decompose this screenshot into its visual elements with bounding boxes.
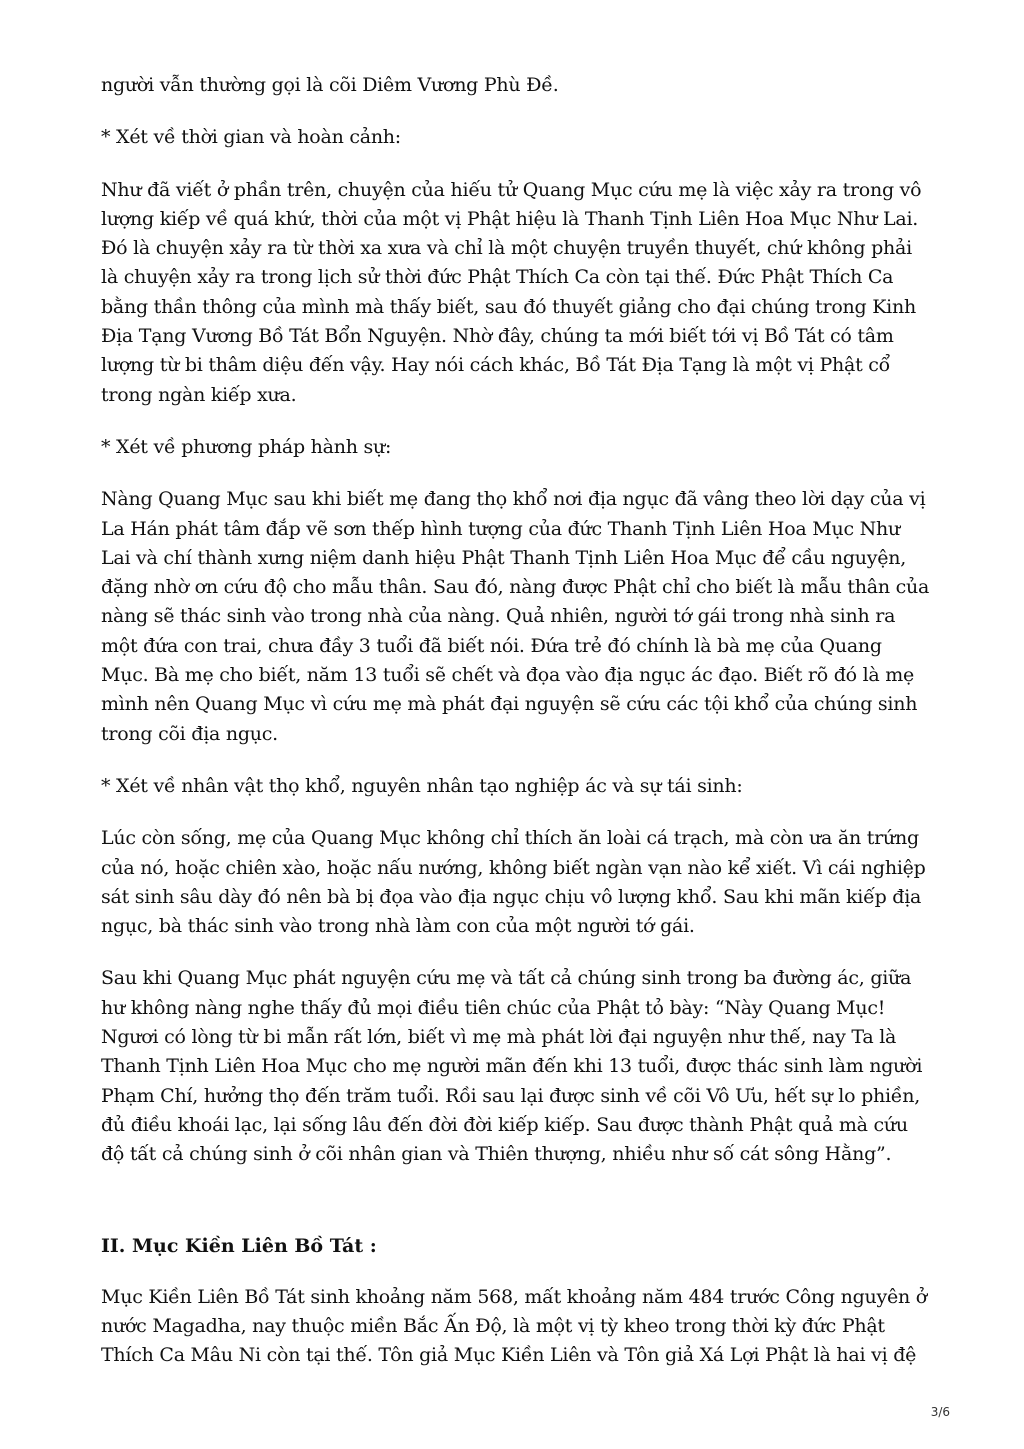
paragraph-method: Nàng Quang Mục sau khi biết mẹ đang thọ khổ nơi địa ngục đã vâng theo lời dạy của vị La Hán phát tâm đắp vẽ sơn thếp hình tượng của đức Thanh Tịnh Liên Hoa Mục Như Lai và chí thành xưng niệm danh hiệu Phật Thanh Tịnh Liên Hoa Mục để cầu nguyện, đặng nhờ ơn cứu độ cho mẫu thân. Sau đó, nàng được Phật chỉ cho biết là mẫu thân của nàng sẽ thác sinh vào trong nhà của nàng. Quả nhiên, người tớ gái trong nhà sinh ra một đứa con trai, chưa đầy 3 tuổi đã biết nói. Đứa trẻ đó chính là bà mẹ của Quang Mục. Bà mẹ cho biết, năm 13 tuổi sẽ chết và đọa vào địa ngục ác đạo. Biết rõ đó là mẹ mình nên Quang Mục vì cứu mẹ mà phát đại nguyện sẽ cứu các tội khổ của chúng sinh trong cõi địa ngục.: [101, 488, 930, 745]
paragraph-continuation: người vẫn thường gọi là cõi Diêm Vương Phù Đề.: [101, 74, 559, 96]
subheading-character: * Xét về nhân vật thọ khổ, nguyên nhân tạo nghiệp ác và sự tái sinh:: [101, 774, 743, 797]
paragraph-character: Lúc còn sống, mẹ của Quang Mục không chỉ thích ăn loài cá trạch, mà còn ưa ăn trứng của nó, hoặc chiên xào, hoặc nấu nướng, không biết ngàn vạn nào kể xiết. Vì cái nghiệp sát sinh sâu dày đó nên bà bị đọa vào địa ngục chịu vô lượng khổ. Sau khi mãn kiếp địa ngục, bà thác sinh vào trong nhà làm con của một người tớ gái.: [101, 827, 926, 938]
paragraph-muc-kien-lien: Mục Kiền Liên Bồ Tát sinh khoảng năm 568, mất khoảng năm 484 trước Công nguyên ở nước Magadha, nay thuộc miền Bắc Ấn Độ, là một vị tỳ kheo trong thời kỳ đức Phật Thích Ca Mâu Ni còn tại thế. Tôn giả Mục Kiền Liên và Tôn giả Xá Lợi Phật là hai vị đệ: [101, 1285, 927, 1367]
subheading-method: * Xét về phương pháp hành sự:: [101, 435, 392, 458]
paragraph-vow: Sau khi Quang Mục phát nguyện cứu mẹ và tất cả chúng sinh trong ba đường ác, giữa hư không nàng nghe thấy đủ mọi điều tiên chúc của Phật tỏ bày: “Này Quang Mục! Ngươi có lòng từ bi mẫn rất lớn, biết vì mẹ mà phát lời đại nguyện như thế, nay Ta là Thanh Tịnh Liên Hoa Mục cho mẹ người mãn đến khi 13 tuổi, được thác sinh làm người Phạm Chí, hưởng thọ đến trăm tuổi. Rồi sau lại được sinh về cõi Vô Ưu, hết sự lo phiền, đủ điều khoái lạc, lại sống lâu đến đời đời kiếp kiếp. Sau được thành Phật quả mà cứu độ tất cả chúng sinh ở cõi nhân gian và Thiên thượng, nhiều như số cát sông Hằng”.: [101, 967, 923, 1166]
page-number: 3/6: [930, 1405, 950, 1419]
paragraph-time-context: Như đã viết ở phần trên, chuyện của hiếu tử Quang Mục cứu mẹ là việc xảy ra trong vô lượng kiếp về quá khứ, thời của một vị Phật hiệu là Thanh Tịnh Liên Hoa Mục Như Lai. Đó là chuyện xảy ra từ thời xa xưa và chỉ là một chuyện truyền thuyết, chứ không phải là chuyện xảy ra trong lịch sử thời đức Phật Thích Ca còn tại thế. Đức Phật Thích Ca bằng thần thông của mình mà thấy biết, sau đó thuyết giảng cho đại chúng trong Kinh Địa Tạng Vương Bồ Tát Bổn Nguyện. Nhờ đây, chúng ta mới biết tới vị Bồ Tát có tâm lượng từ bi thâm diệu đến vậy. Hay nói cách khác, Bồ Tát Địa Tạng là một vị Phật cổ trong ngàn kiếp xưa.: [101, 178, 922, 406]
section-heading: II. Mục Kiền Liên Bồ Tát :: [101, 1234, 377, 1257]
subheading-time-context: * Xét về thời gian và hoàn cảnh:: [101, 126, 401, 149]
document-body: [101, 71, 931, 1393]
